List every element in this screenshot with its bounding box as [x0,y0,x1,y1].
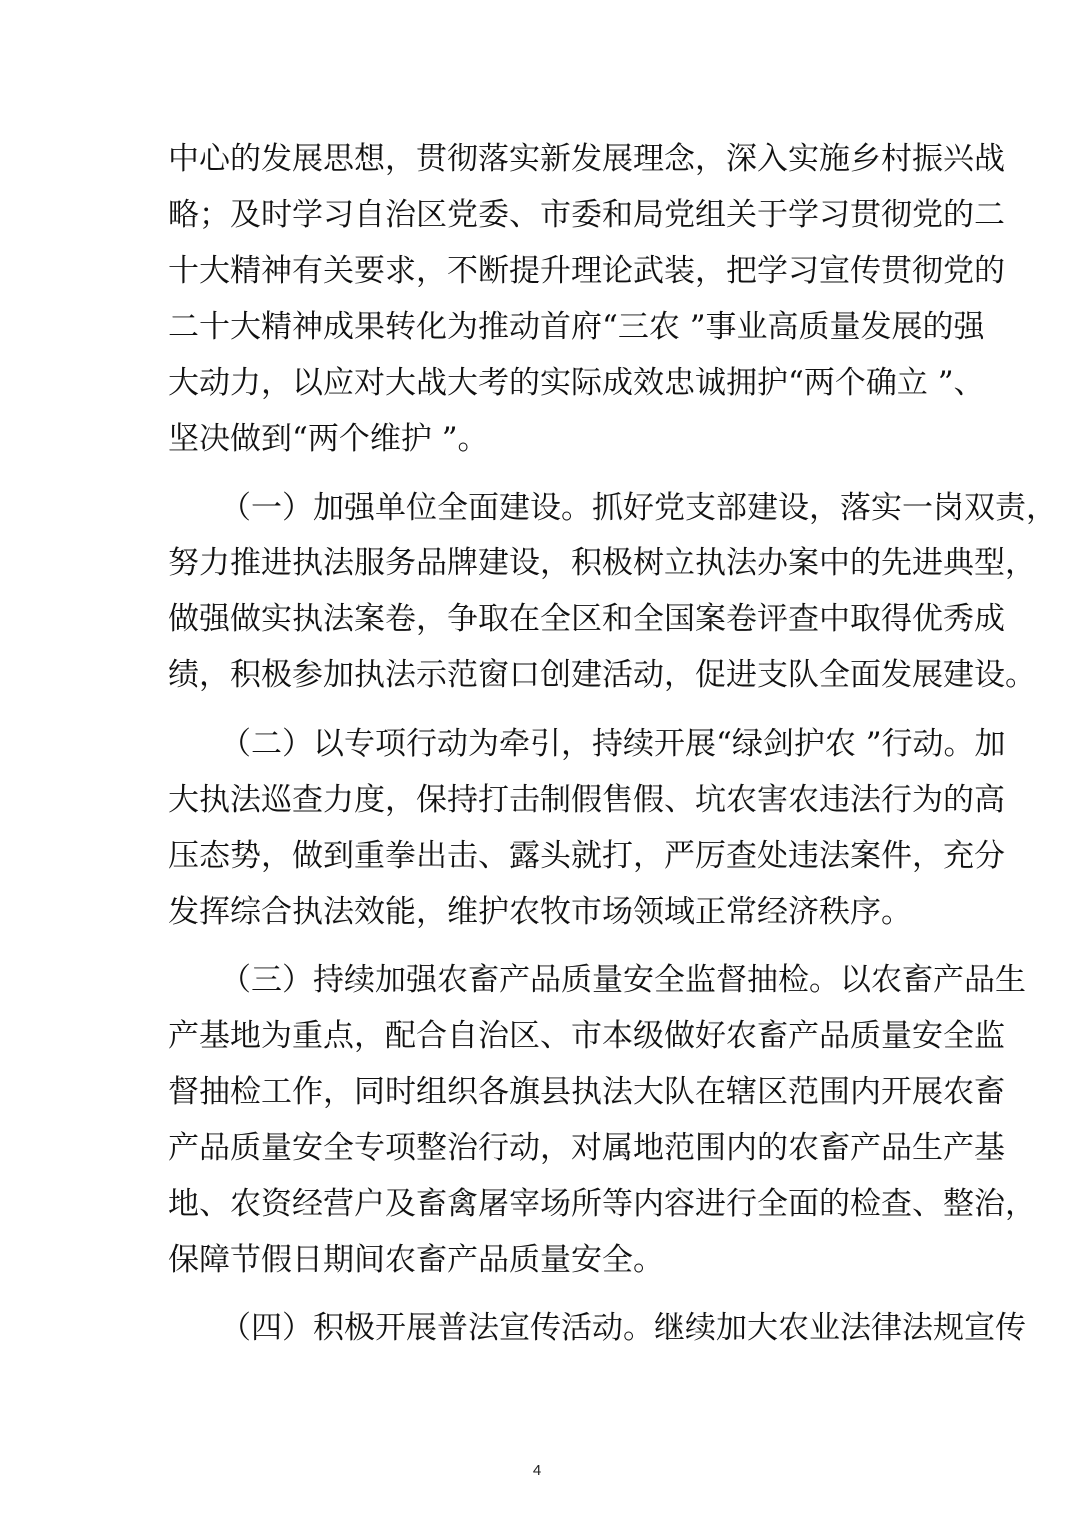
paragraph-3-line-2: 大执法巡查力度，保持打击制假售假、坑农害农违法行为的高 [168,782,1005,818]
paragraph-2-line-2: 努力推进执法服务品牌建设，积极树立执法办案中的先进典型， [168,545,1036,581]
paragraph-4-line-4: 产品质量安全专项整治行动，对属地范围内的农畜产品生产基 [168,1130,1005,1166]
paragraph-4-line-6: 保障节假日期间农畜产品质量安全。 [168,1242,664,1278]
paragraph-4-line-2: 产基地为重点，配合自治区、市本级做好农畜产品质量安全监 [168,1018,1005,1054]
paragraph-4-line-3: 督抽检工作，同时组织各旗县执法大队在辖区范围内开展农畜 [168,1074,1005,1110]
paragraph-4-line-5: 地、农资经营户及畜禽屠宰场所等内容进行全面的检查、整治， [168,1186,1036,1222]
paragraph-4-line-1: （三）持续加强农畜产品质量安全监督抽检。以农畜产品生 [220,962,1026,998]
paragraph-1-line-6: 坚决做到“两个维护 ”。 [168,421,489,457]
paragraph-3-line-1: （二）以专项行动为牵引，持续开展“绿剑护农 ”行动。加 [220,726,1006,762]
paragraph-5-line-1: （四）积极开展普法宣传活动。继续加大农业法律法规宣传 [220,1310,1026,1346]
paragraph-3-line-4: 发挥综合执法效能，维护农牧市场领域正常经济秩序。 [168,894,912,930]
paragraph-1-line-5: 大动力，以应对大战大考的实际成效忠诚拥护“两个确立 ”、 [168,365,985,401]
paragraph-1-line-3: 十大精神有关要求，不断提升理论武装，把学习宣传贯彻党的 [168,253,1005,289]
paragraph-2-line-1: （一）加强单位全面建设。抓好党支部建设，落实一岗双责， [220,490,1057,526]
paragraph-2-line-3: 做强做实执法案卷，争取在全区和全国案卷评查中取得优秀成 [168,601,1005,637]
paragraph-3-line-3: 压态势，做到重拳出击、露头就打，严厉查处违法案件，充分 [168,838,1005,874]
paragraph-1-line-2: 略；及时学习自治区党委、市委和局党组关于学习贯彻党的二 [168,197,1005,233]
paragraph-1-line-4: 二十大精神成果转化为推动首府“三农 ”事业高质量发展的强 [168,309,985,345]
page-number: 4 [532,1462,542,1479]
paragraph-1-line-1: 中心的发展思想，贯彻落实新发展理念，深入实施乡村振兴战 [168,141,1005,177]
paragraph-2-line-4: 绩，积极参加执法示范窗口创建活动，促进支队全面发展建设。 [168,657,1036,693]
